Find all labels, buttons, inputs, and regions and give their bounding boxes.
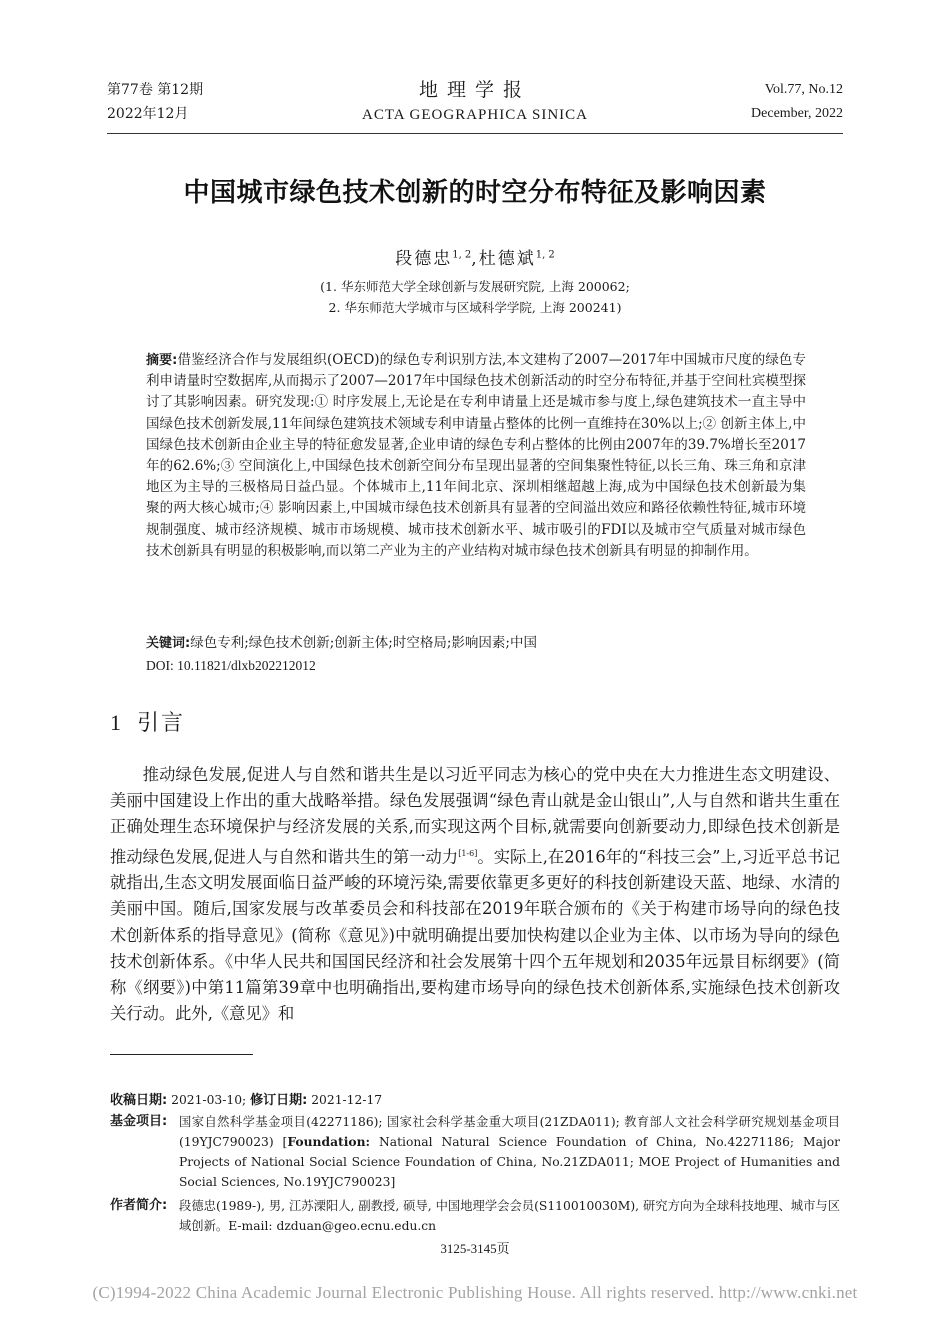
fund-text (179, 1112, 840, 1192)
keywords (146, 633, 806, 654)
page-range: 3125-3145页 (440, 1241, 510, 1256)
author-name: 杜德斌 (478, 249, 536, 269)
author-name: 段德忠 (395, 249, 453, 269)
keywords-text: 绿色专利;绿色技术创新;创新主体;时空格局;影响因素;中国 (190, 635, 537, 651)
volume-cn: 第77卷 第12期 (107, 82, 204, 98)
citation: [1-6] (458, 848, 478, 858)
abstract-label: 摘要: (146, 353, 178, 368)
fund-label: 基金项目: (110, 1114, 168, 1129)
header-center (107, 78, 843, 128)
copyright-watermark: (C)1994-2022 China Academic Journal Electronic Publishing House. All rights reserved. http://www.cnki.net (92, 1283, 858, 1302)
author-affil-sup: 1, 2 (452, 249, 472, 261)
article-title: 中国城市绿色技术创新的时空分布特征及影响因素 (183, 178, 767, 208)
author-bio-label: 作者简介: (110, 1198, 168, 1213)
footnote-rule (110, 1054, 253, 1055)
affiliation-line: (1. 华东师范大学全球创新与发展研究院, 上海 200062; (320, 279, 630, 294)
body-text: 。实际上,在2016年的“科技三会”上,习近平总书记就指出,生态文明发展面临日益严峻的环境污染,需要依靠更多更好的科技创新建设天蓝、地绿、水清的美丽中国。随后,国家发展与改革委员会和科技部在2019年联合颁布的《关于构建市场导向的绿色技术创新体系的指导意见》(简称《意见》)中就明确提出要加快构建以企业为主体、以市场为导向的绿色技术创新体系。《中华人民共和国国民经济和社会发展第十四个五年规划和2035年远景目标纲要》(简称《纲要》)中第11篇第39章中也明确指出,要构建市场导向的绿色技术创新体系,实施绿色技术创新攻关行动。此外,《意见》和 (110, 847, 840, 1024)
keywords-label: 关键词: (146, 636, 191, 651)
fund-en: National Natural Science Foundation of China, No.42271186; Major Projects of National Social Science Foundation of China, No.21ZDA011; MOE Project of Humanities and Social Sciences, No.19YJC790023] (179, 1135, 840, 1189)
revised-label: 修订日期: (250, 1093, 308, 1108)
section-number: 1 (110, 710, 123, 735)
fund-cn: 国家自然科学基金项目(42271186); 国家社会科学基金重大项目(21ZDA011); 教育部人文社会科学研究规划基金项目(19YJC790023) [ (179, 1115, 840, 1149)
body-text: 推动绿色发展,促进人与自然和谐共生是以习近平同志为核心的党中央在大力推进生态文明建设、美丽中国建设上作出的重大战略举措。绿色发展强调“绿色青山就是金山银山”,人与自然和谐共生重在正确处理生态环境保护与经济发展的关系,而实现这两个目标,就需要向创新要动力,即绿色技术创新是推动绿色发展,促进人与自然和谐共生的第一动力 (110, 765, 840, 867)
author-affil-sup: 1, 2 (535, 249, 555, 261)
footnote-dates (110, 1090, 840, 1111)
section-title: 引言 (137, 711, 186, 736)
affiliation-line: 2. 华东师范大学城市与区域科学学院, 上海 200241) (328, 300, 622, 315)
author-bio: 段德忠(1989-), 男, 江苏溧阳人, 副教授, 硕导, 中国地理学会会员(S110010030M), 研究方向为全球科技地理、城市与区域创新。E-mail: dzduan@geo.ecnu.edu.cn (179, 1199, 840, 1233)
footnote-author (110, 1196, 840, 1236)
fund-en-label: Foundation: (287, 1134, 371, 1149)
header-right (751, 78, 843, 126)
doi: DOI: 10.11821/dlxb202212012 (146, 658, 316, 673)
received-date: 2021-03-10; (171, 1093, 247, 1107)
journal-name-en: ACTA GEOGRAPHICA SINICA (362, 107, 588, 123)
abstract-text: 借鉴经济合作与发展组织(OECD)的绿色专利识别方法,本文建构了2007—2017年中国城市尺度的绿色专利申请量时空数据库,从而揭示了2007—2017年中国绿色技术创新活动的时空分布特征,并基于空间杜宾模型探讨了其影响因素。研究发现:① 时序发展上,无论是在专利申请量上还是城市参与度上,绿色建筑技术一直主导中国绿色技术创新发展,11年间绿色建筑技术领域专利申请量占整体的比例一直维持在30%以上;② 创新主体上,中国绿色技术创新由企业主导的特征愈发显著,企业申请的绿色专利占整体的比例由2007年的39.7%增长至2017年的62.6%;③ 空间演化上,中国绿色技术创新空间分布呈现出显著的空间集聚性特征,以长三角、珠三角和京津地区为主导的三极格局日益凸显。个体城市上,11年间北京、深圳相继超越上海,成为中国绿色技术创新最为集聚的两大核心城市;④ 影响因素上,中国城市绿色技术创新具有显著的空间溢出效应和路径依赖性特征,城市环境规制强度、城市经济规模、城市市场规模、城市技术创新水平、城市吸引的FDI以及城市空气质量对城市绿色技术创新具有明显的积极影响,而以第二产业为主的产业结构对城市绿色技术创新具有明显的抑制作用。 (146, 352, 806, 559)
received-label: 收稿日期: (110, 1093, 168, 1108)
volume-en: Vol.77, No.12 (764, 82, 843, 97)
date-cn: 2022年12月 (107, 106, 189, 122)
body-paragraph (110, 762, 840, 1027)
section-heading (110, 706, 185, 737)
footnote-funding (110, 1112, 840, 1192)
journal-name-cn: 地理学报 (418, 79, 531, 101)
header-rule (107, 133, 843, 134)
author-list (0, 244, 950, 269)
affiliations (0, 276, 950, 318)
date-en: December, 2022 (751, 106, 843, 121)
running-header (107, 78, 843, 130)
abstract (146, 350, 806, 562)
author-separator: , (471, 249, 479, 269)
revised-date: 2021-12-17 (311, 1093, 383, 1107)
